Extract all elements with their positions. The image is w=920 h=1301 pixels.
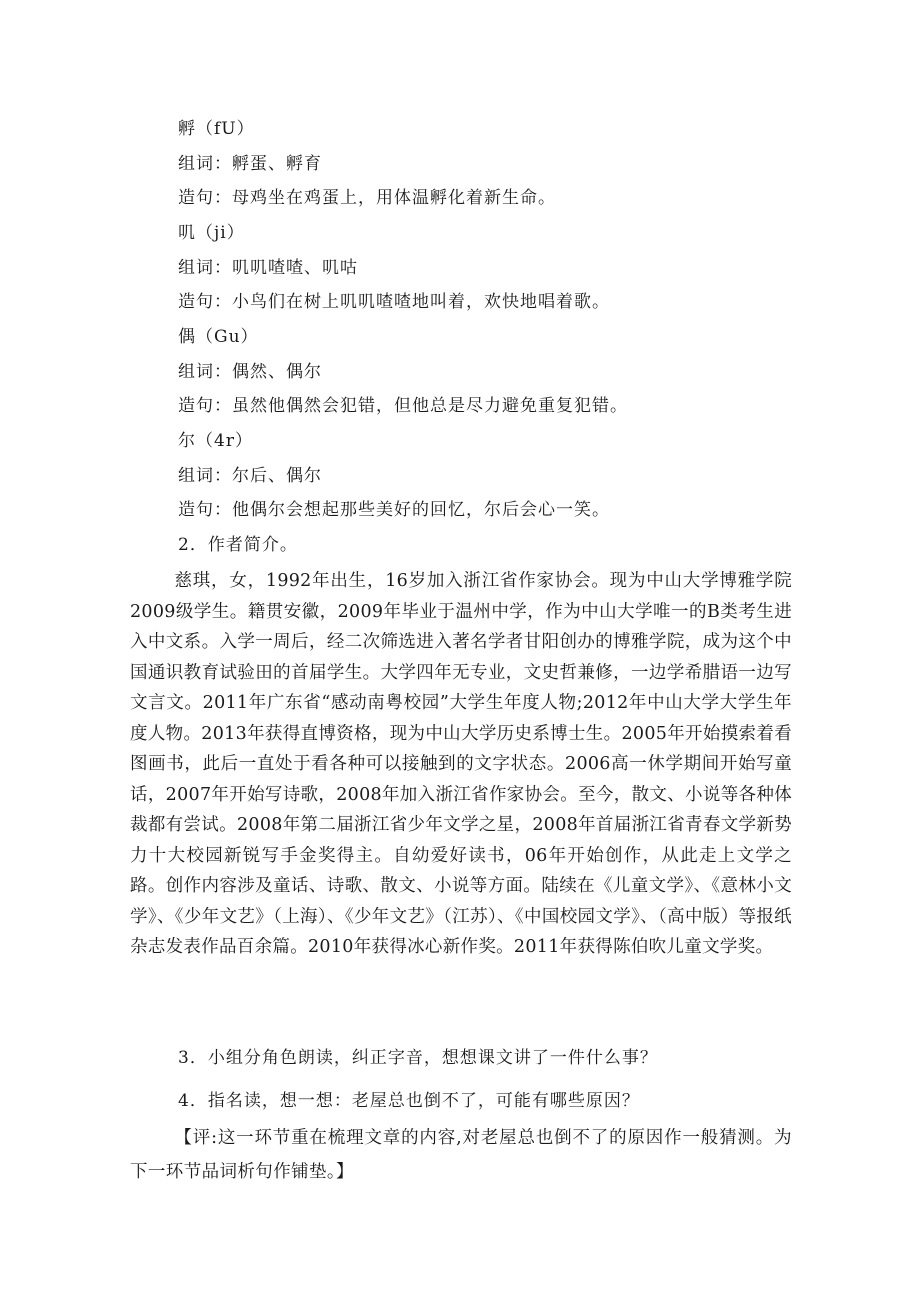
teacher-comment (130, 1121, 792, 1189)
vocab-words-ou: 组词：偶然、偶尔 (178, 362, 322, 382)
vocab-sentence-er: 造句：他偶尔会想起那些美好的回忆，尔后会心一笑。 (178, 500, 610, 520)
section-3: 3．小组分角色朗读，纠正字音，想想课文讲了一件什么事？ (178, 1048, 658, 1068)
vocab-words-ji: 组词：叽叽喳喳、叽咕 (178, 258, 358, 278)
vocab-head-ji: 叽（ji） (178, 223, 245, 243)
vocab-head-fu: 孵（fU） (178, 119, 255, 139)
vocab-words-er: 组词：尔后、偶尔 (178, 466, 322, 486)
vocab-head-ou: 偶（Gu） (178, 327, 259, 347)
vocab-sentence-ji: 造句：小鸟们在树上叽叽喳喳地叫着，欢快地唱着歌。 (178, 292, 610, 312)
vocab-head-er: 尔（4r） (178, 431, 253, 451)
bio-text: 慈琪，女，1992年出生，16岁加入浙江省作家协会。现为中山大学博雅学院2009级学生。籍贯安徽，2009年毕业于温州中学，作为中山大学唯一的B类考生进入中文系。入学一周后，经二次筛选进入著名学者甘阳创办的博雅学院，成为这个中国通识教育试验田的首届学生。大学四年无专业，文史哲兼修，一边学希腊语一边写文言文。2011年广东省“感动南粤校园”大学生年度人物;2012年中山大学大学生年度人物。2013年获得直博资格，现为中山大学历史系博士生。2005年开始摸索着看图画书，此后一直处于看各种可以接触到的文字状态。2006高一休学期间开始写童话，2007年开始写诗歌，2008年加入浙江省作家协会。至今，散文、小说等各种体裁都有尝试。2008年第二届浙江省少年文学之星，2008年首届浙江省青春文学新势力十大校园新锐写手金奖得主。自幼爱好读书，06年开始创作，从此走上文学之路。创作内容涉及童话、诗歌、散文、小说等方面。陆续在《儿童文学》、《意林小文学》、《少年文艺》（上海）、《少年文艺》（江苏）、《中国校园文学》、（高中版）等报纸杂志发表作品百余篇。2010年获得冰心新作奖。2011年获得陈伯吹儿童文学奖。 (130, 571, 792, 957)
section-2-title: 2．作者简介。 (178, 535, 298, 555)
vocab-sentence-ou: 造句：虽然他偶然会犯错，但他总是尽力避免重复犯错。 (178, 396, 628, 416)
author-bio (130, 566, 792, 963)
vocab-words-fu: 组词：孵蛋、孵育 (178, 154, 322, 174)
comment-text: 【评:这一环节重在梳理文章的内容,对老屋总也倒不了的原因作一般猜测。为下一环节品词析句作铺垫。】 (130, 1128, 792, 1182)
vocab-sentence-fu: 造句：母鸡坐在鸡蛋上，用体温孵化着新生命。 (178, 188, 556, 208)
section-4: 4．指名读，想一想：老屋总也倒不了，可能有哪些原因？ (178, 1091, 640, 1111)
